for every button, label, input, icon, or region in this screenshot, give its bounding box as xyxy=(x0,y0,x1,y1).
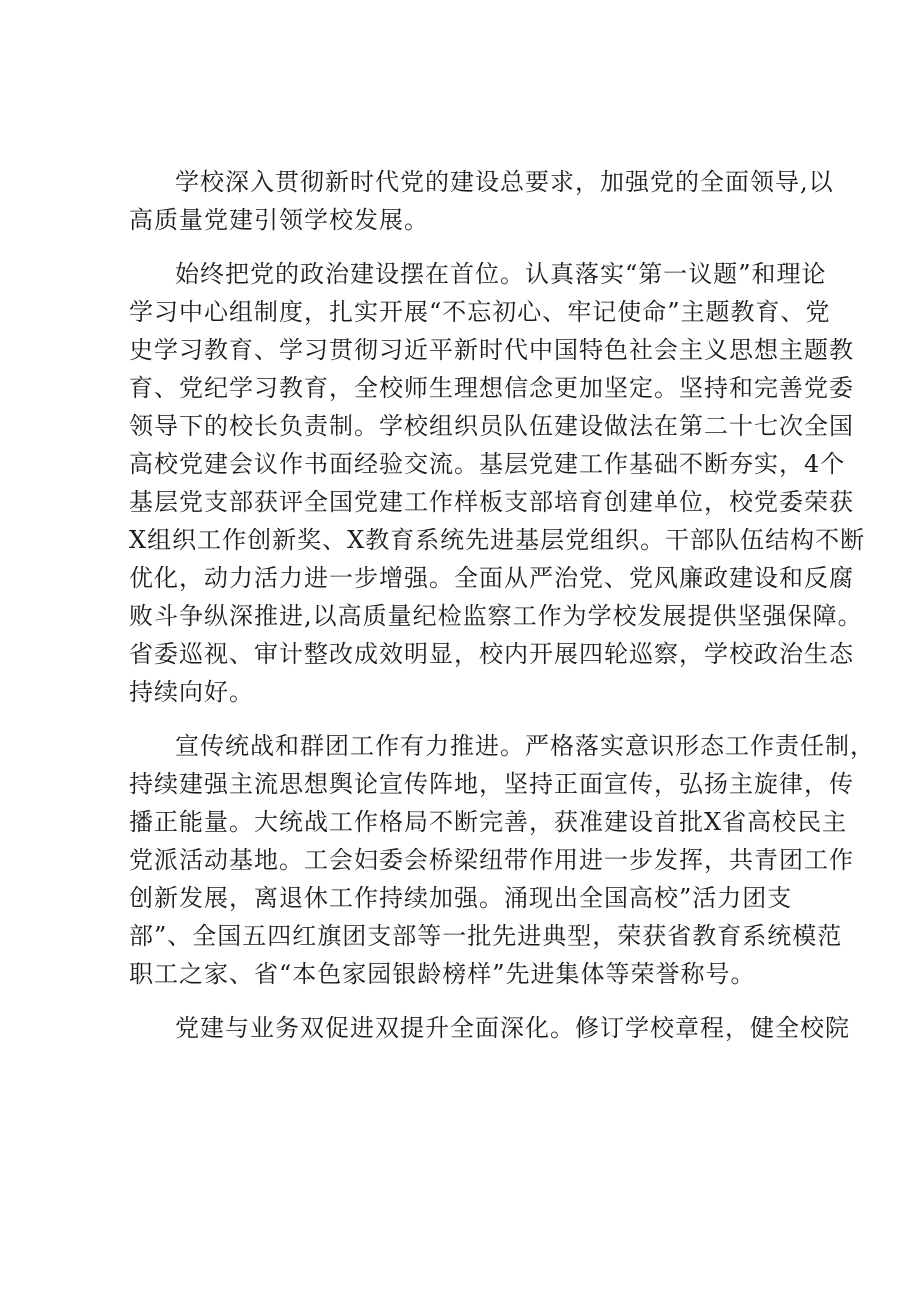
paragraph-line: 高校党建会议作书面经验交流。基层党建工作基础不断夯实，4个 xyxy=(129,450,846,478)
paragraph-line: 部”、全国五四红旗团支部等一批先进典型，荣获省教育系统模范 xyxy=(129,922,843,950)
paragraph-publicity-united-front xyxy=(129,727,875,993)
document-body xyxy=(129,163,875,1063)
paragraph-line: 党建与业务双促进双提升全面深化。修订学校章程，健全校院 xyxy=(175,1014,850,1042)
paragraph-line: 持续建强主流思想舆论宣传阵地，坚持正面宣传，弘扬主旋律，传 xyxy=(129,770,854,798)
paragraph-line: 宣传统战和群团工作有力推进。严格落实意识形态工作责任制， xyxy=(175,732,875,760)
paragraph-line: 领导下的校长负责制。学校组织员队伍建设做法在第二十七次全国 xyxy=(129,412,854,440)
paragraph-line: 始终把党的政治建设摆在首位。认真落实“第一议题”和理论 xyxy=(175,260,827,288)
paragraph-line: 学习中心组制度，扎实开展“不忘初心、牢记使命”主题教育、党 xyxy=(129,298,831,326)
paragraph-line: 创新发展，离退休工作持续加强。涌现出全国高校”活力团支 xyxy=(129,884,793,912)
paragraph-line: 败斗争纵深推进,以高质量纪检监察工作为学校发展提供坚强保障。 xyxy=(129,602,863,630)
paragraph-party-business xyxy=(129,1009,850,1047)
paragraph-line: 基层党支部获评全国党建工作样板支部培育创建单位，校党委荣获 xyxy=(129,488,854,516)
paragraph-line: X组织工作创新奖、X教育系统先进基层党组织。干部队伍结构不断 xyxy=(129,526,866,554)
paragraph-line: 省委巡视、审计整改成效明显，校内开展四轮巡察，学校政治生态 xyxy=(129,640,854,668)
paragraph-intro xyxy=(129,163,834,239)
paragraph-line: 学校深入贯彻新时代党的建设总要求，加强党的全面领导,以 xyxy=(175,168,834,196)
paragraph-line: 育、党纪学习教育，全校师生理想信念更加坚定。坚持和完善党委 xyxy=(129,374,854,402)
paragraph-line: 党派活动基地。工会妇委会桥梁纽带作用进一步发挥，共青团工作 xyxy=(129,846,854,874)
paragraph-line: 持续向好。 xyxy=(129,678,254,706)
paragraph-political-building xyxy=(129,255,866,711)
paragraph-line: 高质量党建引领学校发展。 xyxy=(129,206,429,234)
paragraph-line: 职工之家、省“本色家园银龄榜样”先进集体等荣誉称号。 xyxy=(129,960,756,988)
paragraph-line: 播正能量。大统战工作格局不断完善，获准建设首批X省高校民主 xyxy=(129,808,848,836)
paragraph-line: 优化，动力活力进一步增强。全面从严治党、党风廉政建设和反腐 xyxy=(129,564,854,592)
paragraph-line: 史学习教育、学习贯彻习近平新时代中国特色社会主义思想主题教 xyxy=(129,336,854,364)
